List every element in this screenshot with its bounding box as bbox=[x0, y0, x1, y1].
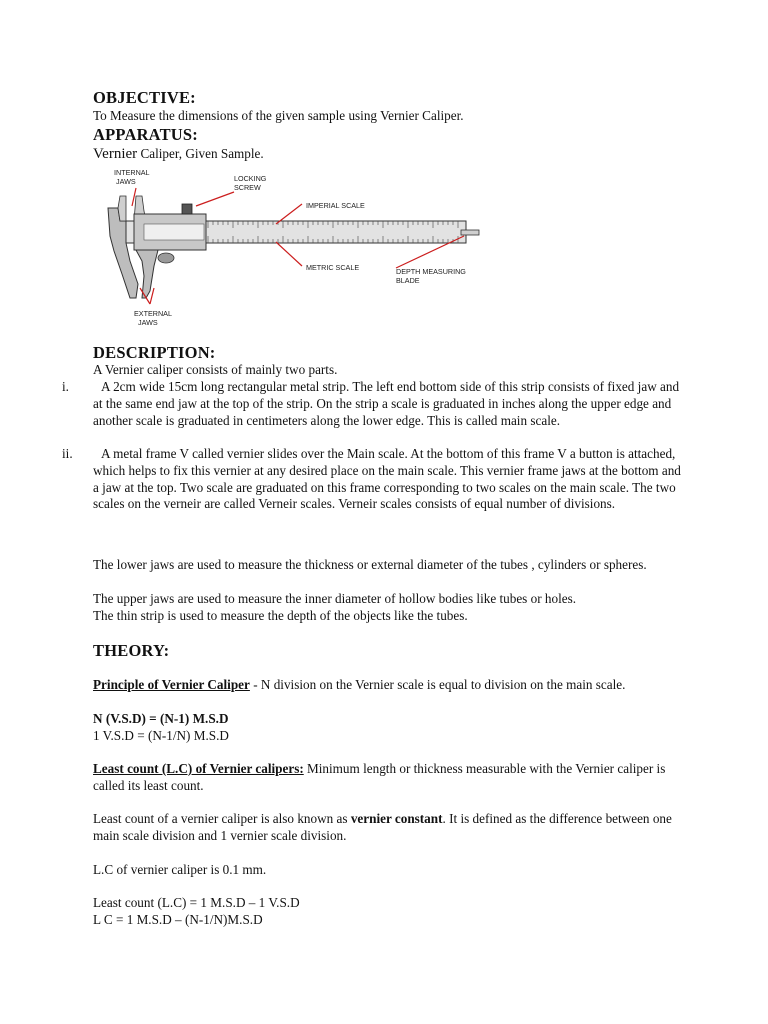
label-imperial-scale: IMPERIAL SCALE bbox=[306, 201, 365, 210]
upper-jaws-text: The upper jaws are used to measure the inner diameter of hollow bodies like tubes or holes. bbox=[93, 591, 577, 606]
label-external-jaws-2: JAWS bbox=[138, 318, 158, 327]
least-count-formula-1: Least count (L.C) = 1 M.S.D – 1 V.S.D bbox=[93, 895, 300, 910]
label-locking-screw-1: LOCKING bbox=[234, 174, 267, 183]
description-heading: DESCRIPTION: bbox=[93, 343, 216, 362]
caliper-illustration bbox=[108, 196, 479, 298]
least-count-value: L.C of vernier caliper is 0.1 mm. bbox=[93, 862, 267, 877]
vernier-constant-paragraph bbox=[93, 811, 683, 845]
lower-jaws-text: The lower jaws are used to measure the thickness or external diameter of the tubes , cylinders or spheres. bbox=[93, 557, 647, 572]
principle-paragraph bbox=[93, 677, 683, 694]
vernier-constant-text-1: Least count of a vernier caliper is also known as bbox=[93, 811, 351, 826]
label-internal-jaws-2: JAWS bbox=[116, 177, 136, 186]
apparatus-text bbox=[93, 146, 264, 163]
objective-text: To Measure the dimensions of the given sample using Vernier Caliper. bbox=[93, 108, 464, 123]
least-count-text: Minimum length or thickness measurable with the Vernier caliper is called its least count. bbox=[93, 761, 666, 793]
depth-blade bbox=[461, 230, 479, 235]
label-external-jaws-1: EXTERNAL bbox=[134, 309, 172, 318]
theory-heading: THEORY: bbox=[93, 641, 170, 660]
vernier-constant-bold: vernier constant bbox=[350, 811, 443, 826]
item-1-text: A 2cm wide 15cm long rectangular metal strip. The left end bottom side of this strip consists of fixed jaw and at the same end jaw at the top of the strip. On the strip a scale is graduated in inches along the upper edge and another scale is graduated in centimeters along the lower edge. This is called main scale. bbox=[93, 379, 680, 428]
formula-1: N (V.S.D) = (N-1) M.S.D bbox=[93, 711, 229, 726]
objective-heading: OBJECTIVE: bbox=[93, 88, 196, 107]
apparatus-vernier-word: Vernier bbox=[93, 146, 138, 162]
arrow-metric-scale bbox=[276, 242, 302, 266]
least-count-paragraph bbox=[93, 761, 683, 795]
vernier-caliper-diagram bbox=[96, 166, 486, 332]
item-2-label: ii. bbox=[62, 446, 73, 461]
vernier-window bbox=[144, 224, 204, 240]
sliding-jaw bbox=[136, 250, 158, 298]
label-depth-blade-2: BLADE bbox=[396, 276, 420, 285]
item-2-text: A metal frame V called vernier slides over the Main scale. At the bottom of this frame V a button is attached, which helps to fix this vernier at any desired place on the main scale. This vernier frame jaws at the bottom and a jaw at the top. Two scale are graduated on this frame corresponding to two scales on the main scale. The two scales on the verneir are called Verneir scales. Verneir scales consists of equal number of divisions. bbox=[93, 446, 681, 512]
vernier-constant-text-2: . It is defined as the difference between one main scale division and 1 vernier scale division. bbox=[93, 811, 672, 843]
thumb-wheel bbox=[158, 253, 174, 263]
description-intro: A Vernier caliper consists of mainly two parts. bbox=[93, 362, 338, 377]
item-1-label: i. bbox=[62, 379, 69, 394]
formula-2: 1 V.S.D = (N-1/N) M.S.D bbox=[93, 728, 229, 743]
principle-title: Principle of Vernier Caliper bbox=[93, 677, 250, 692]
thin-strip-text: The thin strip is used to measure the depth of the objects like the tubes. bbox=[93, 608, 468, 623]
least-count-title: Least count (L.C) of Vernier calipers: bbox=[93, 761, 304, 776]
label-metric-scale: METRIC SCALE bbox=[306, 263, 360, 272]
locking-screw bbox=[182, 204, 192, 214]
label-depth-blade-1: DEPTH MEASURING bbox=[396, 267, 466, 276]
apparatus-text-rest: Caliper, Given Sample. bbox=[137, 146, 264, 161]
label-internal-jaws-1: INTERNAL bbox=[114, 168, 150, 177]
apparatus-heading: APPARATUS: bbox=[93, 125, 198, 144]
principle-text: - N division on the Vernier scale is equal to division on the main scale. bbox=[249, 677, 626, 692]
label-locking-screw-2: SCREW bbox=[234, 183, 261, 192]
least-count-formula-2: L C = 1 M.S.D – (N-1/N)M.S.D bbox=[93, 912, 263, 927]
arrow-locking-screw bbox=[196, 192, 234, 206]
internal-jaw-fixed bbox=[118, 196, 126, 221]
